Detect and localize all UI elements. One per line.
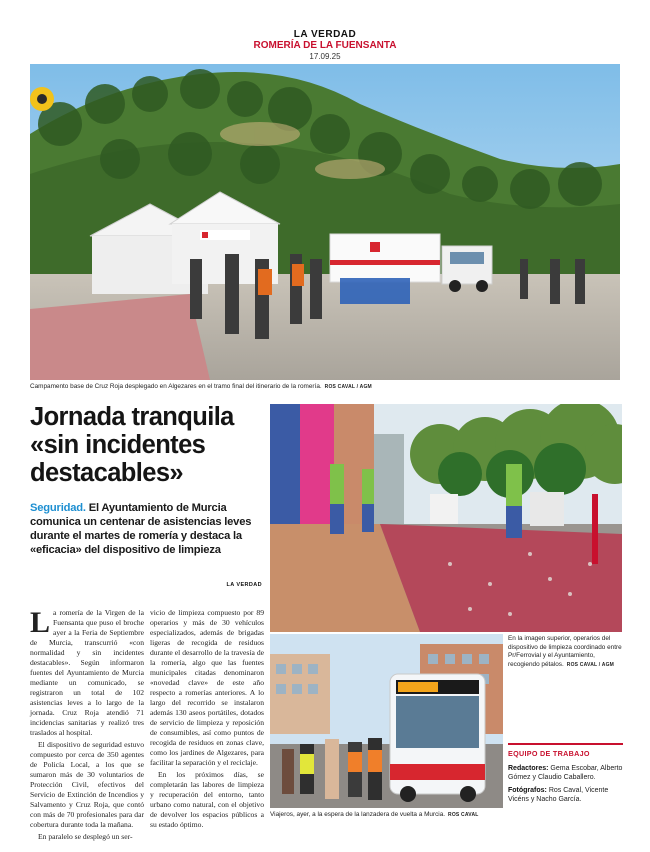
bottom-photo-caption-text: Viajeros, ayer, a la espera de la lanzadera de vuelta a Murcia. (270, 811, 446, 818)
body-paragraph-1: a romería de la Virgen de la Fuensanta que puso el broche ayer a la Feria de Septiembre de Murcia, transcurrió «con normalidad y sin incidentes destacables». Según informaron fuentes del Ayuntamiento de Murcia mediante un comunicado, se registraron un total de 102 asistencias leves a lo largo de la jornada. Cruz Roja atendió 71 incidencias sanitarias y realizó tres traslados al hospital. (30, 608, 144, 738)
article-body-column-1 (30, 608, 144, 844)
team-photographers-names: Ros Caval, Vicente Vicéns y Nacho García. (508, 786, 609, 804)
middle-photo-credit: ROS CAVAL / AGM (566, 661, 615, 668)
top-photo-caption (30, 383, 620, 392)
deck-text: El Ayuntamiento de Murcia comunica un centenar de asistencias leves durante el martes de romería y destaca la «eficacia» del dispositivo de limpieza (30, 502, 252, 556)
bottom-photo-credit: ROS CAVAL (448, 812, 479, 818)
middle-photo-caption (508, 635, 623, 670)
body-paragraph-2: El dispositivo de seguridad estuvo compuesto por cerca de 350 agentes de Policía Local, a los que se sumaron más de 30 voluntarios de Protección Civil, efectivos del Servicio de Extinción de Incendios y Salvamento y Cruz Roja, que contó con más de 70 profesionales para dar cobertura durante toda la mañana. (30, 740, 144, 830)
issue-date: 17.09.25 (309, 52, 341, 61)
body-paragraph-3: En paralelo se desplegó un ser- (38, 832, 133, 842)
section-title: ROMERÍA DE LA FUENSANTA (253, 40, 397, 51)
team-photographers (508, 786, 623, 805)
deck-kicker: Seguridad. (30, 502, 86, 514)
middle-photo-caption-text: En la imagen superior, operarios del dispositivo de limpieza coordinado entre Pr/Ferrovial y el Ayuntamiento, recogiendo pétalos. (508, 635, 622, 668)
team-writers-label: Redactores: (508, 765, 549, 772)
article-byline: LA VERDAD (226, 582, 262, 588)
article-deck (30, 502, 270, 558)
team-title: EQUIPO DE TRABAJO (508, 749, 590, 758)
newspaper-brand: LA VERDAD (293, 29, 357, 40)
article-body-column-2 (150, 608, 264, 832)
page-header (0, 30, 650, 61)
team-photographers-label: Fotógrafos: (508, 786, 547, 794)
top-photo-caption-text: Campamento base de Cruz Roja desplegado en Algezares en el tramo final del itinerario de la romería. (30, 383, 322, 390)
body-paragraph-5: En los próximos días, se completarán las labores de limpieza y recuperación del entorno, tanto urbano como natural, con el objetivo de devolver los espacios públicos a su estado óptimo. (150, 770, 264, 830)
team-writers (508, 764, 623, 783)
team-writers-names: Gema Escobar, Alberto Gómez y Claudio Caballero. (508, 765, 623, 782)
photo-street-cleaning (270, 404, 622, 632)
team-box (508, 743, 623, 808)
bottom-photo-caption (270, 811, 503, 820)
article-dropcap: L (30, 606, 51, 639)
body-paragraph-4: vicio de limpieza compuesto por 89 operarios y más de 30 vehículos especializados, además de brigadas ligeras de recogida de residuos durante el desarrollo de la travesía de la romería, algo que las fuentes municipales citadas denominaron «novedad clave» de este año respecto a romerías anteriores. A lo largo del recorrido se instalaron además 130 aseos portátiles, dotados de servicio de limpieza y reposición de consumibles, así como puntos de recogida de residuos en zonas clave, como los jardines de Algezares, para facilitar la separación y el reciclaje. (150, 608, 264, 768)
article-headline: Jornada tranquila «sin incidentes destacables» (30, 403, 234, 488)
photo-red-cross-camp (30, 64, 620, 380)
top-photo-credit: ROS CAVAL / AGM (324, 384, 372, 390)
photo-shuttle-bus (270, 634, 503, 808)
